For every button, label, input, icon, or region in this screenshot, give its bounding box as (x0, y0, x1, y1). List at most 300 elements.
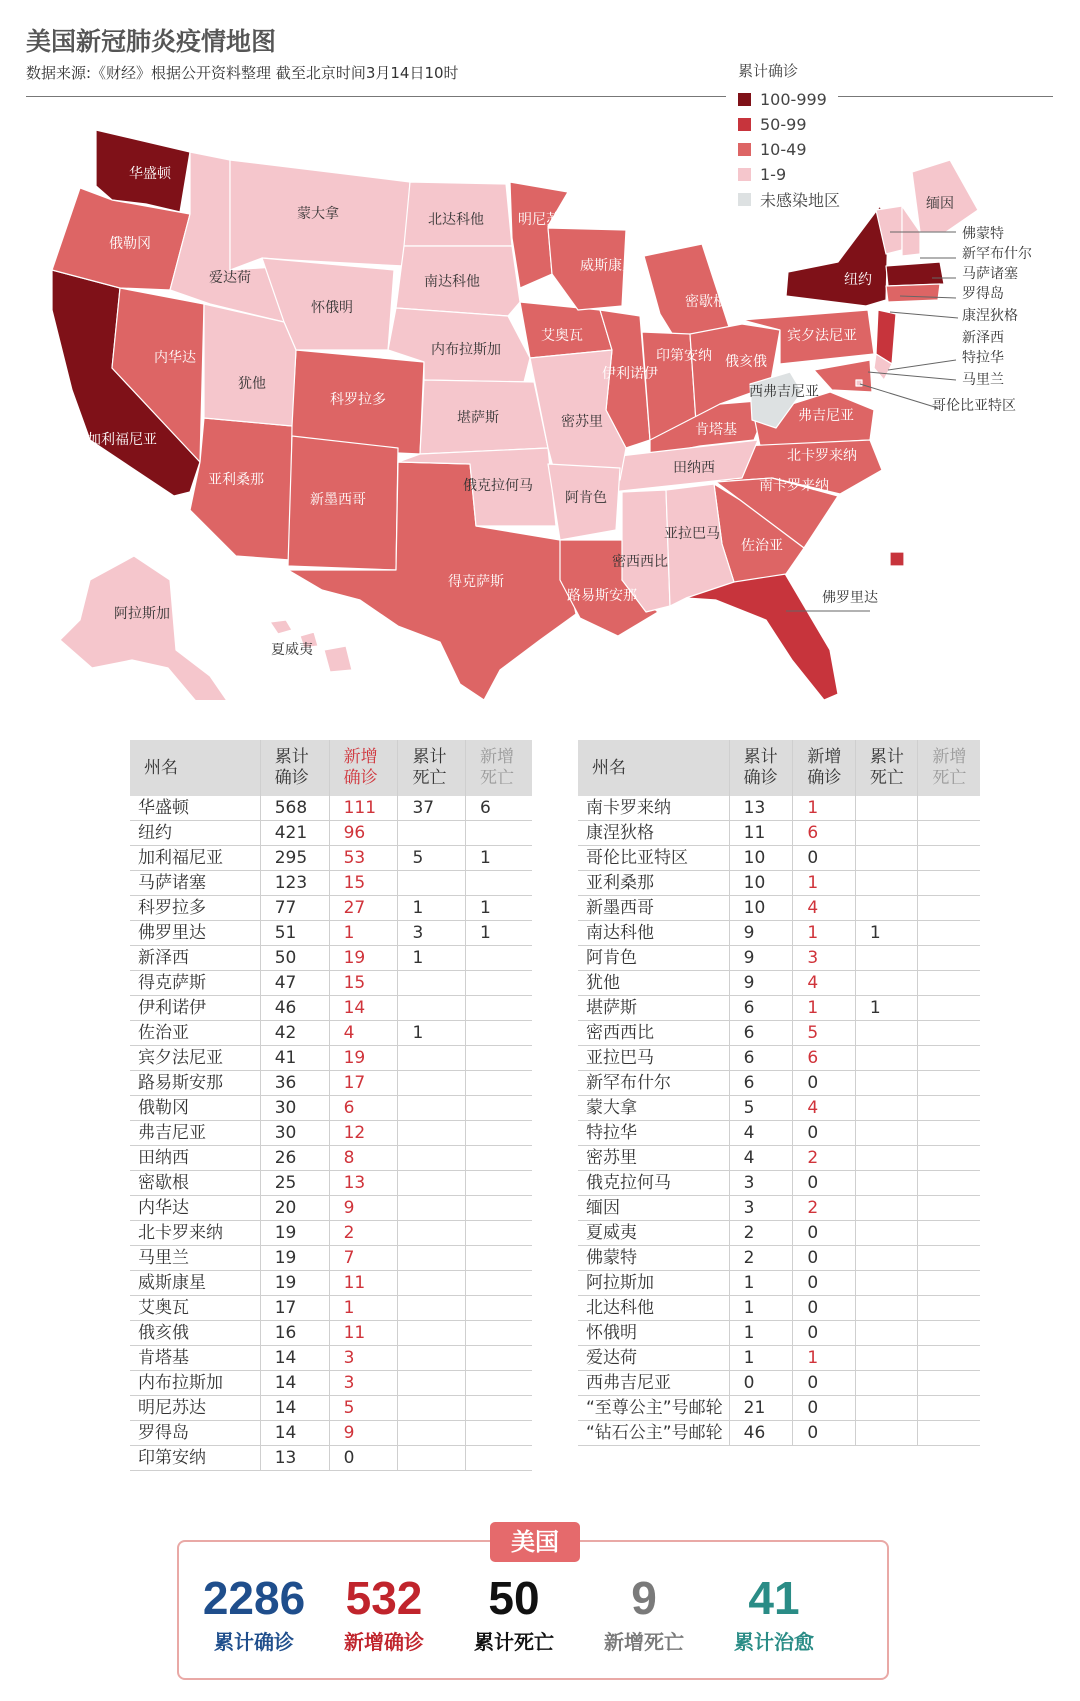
state-name: 路易斯安那 (130, 1071, 260, 1096)
new-deaths-cell (466, 1446, 533, 1471)
new-deaths-cell (918, 1271, 980, 1296)
table-row (130, 1296, 532, 1321)
table-row (578, 946, 980, 971)
label-ut: 犹他 (238, 376, 266, 392)
new-deaths-cell (918, 1071, 980, 1096)
state-name: 纽约 (130, 821, 260, 846)
new-confirmed-cell: 2 (329, 1221, 398, 1246)
table-row (130, 1246, 532, 1271)
table-row (130, 971, 532, 996)
new-confirmed-cell: 3 (793, 946, 856, 971)
new-deaths-cell (918, 921, 980, 946)
new-deaths-cell (918, 846, 980, 871)
new-confirmed-cell: 5 (793, 1021, 856, 1046)
label-wv: 西弗吉尼亚 (749, 384, 819, 400)
new-confirmed-cell: 3 (329, 1371, 398, 1396)
state-name: 罗得岛 (130, 1421, 260, 1446)
new-deaths-cell: 1 (466, 921, 533, 946)
deaths-cell (398, 1121, 466, 1146)
confirmed-cell: 50 (260, 946, 329, 971)
confirmed-cell: 421 (260, 821, 329, 846)
label-ga: 佐治亚 (741, 538, 783, 554)
label-ri: 罗得岛 (962, 286, 1004, 302)
confirmed-cell: 30 (260, 1096, 329, 1121)
new-deaths-cell (918, 871, 980, 896)
legend-label: 100-999 (760, 90, 827, 109)
summary-tag: 美国 (490, 1522, 580, 1562)
state-name: 内布拉斯加 (130, 1371, 260, 1396)
new-confirmed-cell: 0 (793, 1321, 856, 1346)
deaths-cell (398, 996, 466, 1021)
deaths-cell: 1 (398, 1021, 466, 1046)
label-mi: 密歇根 (685, 294, 727, 310)
table-row (130, 1121, 532, 1146)
state-name: 南卡罗来纳 (578, 796, 729, 821)
confirmed-cell: 14 (260, 1346, 329, 1371)
confirmed-cell: 6 (729, 996, 793, 1021)
deaths-cell: 1 (398, 946, 466, 971)
new-deaths-cell (466, 871, 533, 896)
new-confirmed-cell: 12 (329, 1121, 398, 1146)
col-header-new-confirmed: 新增 确诊 (329, 740, 398, 796)
new-confirmed-cell: 1 (793, 796, 856, 821)
label-al: 亚拉巴马 (664, 526, 720, 542)
new-confirmed-cell: 0 (793, 1221, 856, 1246)
state-ma (886, 262, 944, 286)
state-name: 阿肯色 (578, 946, 729, 971)
state-name: 北卡罗来纳 (130, 1221, 260, 1246)
table-row (130, 996, 532, 1021)
label-nv: 内华达 (154, 350, 196, 366)
confirmed-cell: 1 (729, 1296, 793, 1321)
state-name: 印第安纳 (130, 1446, 260, 1471)
deaths-cell (398, 1196, 466, 1221)
confirmed-cell: 26 (260, 1146, 329, 1171)
state-ri (890, 552, 904, 566)
new-confirmed-cell: 4 (329, 1021, 398, 1046)
label-sc: 南卡罗来纳 (759, 478, 829, 494)
table-row (578, 1096, 980, 1121)
table-row (130, 1146, 532, 1171)
page-subtitle: 数据来源:《财经》根据公开资料整理 截至北京时间3月14日10时 (26, 64, 459, 82)
col-header-state: 州名 (578, 740, 729, 796)
deaths-cell: 1 (855, 996, 918, 1021)
new-deaths-cell (918, 796, 980, 821)
confirmed-cell: 6 (729, 1046, 793, 1071)
label-in: 印第安纳 (656, 348, 712, 364)
deaths-cell (855, 1021, 918, 1046)
label-mn: 明尼苏达 (518, 212, 574, 228)
label-il: 伊利诺伊 (602, 366, 658, 382)
new-confirmed-cell: 1 (793, 1346, 856, 1371)
deaths-cell (855, 1296, 918, 1321)
state-name: 阿拉斯加 (578, 1271, 729, 1296)
deaths-cell (398, 821, 466, 846)
table-row (578, 1321, 980, 1346)
cases-table-left (130, 740, 532, 1471)
state-name: 密歇根 (130, 1171, 260, 1196)
state-name: “至尊公主”号邮轮 (578, 1396, 729, 1421)
state-dc (856, 380, 862, 386)
table-row (130, 1221, 532, 1246)
state-name: 艾奥瓦 (130, 1296, 260, 1321)
deaths-cell (398, 1246, 466, 1271)
page-title: 美国新冠肺炎疫情地图 (26, 27, 277, 56)
new-deaths-cell (466, 821, 533, 846)
deaths-cell (855, 1121, 918, 1146)
table-row (578, 996, 980, 1021)
label-ma: 马萨诸塞 (962, 266, 1018, 282)
state-ak (60, 556, 232, 700)
confirmed-cell: 25 (260, 1171, 329, 1196)
summary-stat (704, 1572, 844, 1655)
label-ms: 密西西比 (612, 554, 668, 570)
new-confirmed-cell: 0 (793, 1171, 856, 1196)
label-ak: 阿拉斯加 (114, 606, 170, 622)
table-row (130, 1271, 532, 1296)
deaths-cell (855, 1146, 918, 1171)
summary-stat-label: 新增死亡 (604, 1630, 684, 1654)
state-name: 亚利桑那 (578, 871, 729, 896)
new-deaths-cell: 6 (466, 796, 533, 821)
confirmed-cell: 4 (729, 1121, 793, 1146)
new-deaths-cell (466, 1146, 533, 1171)
new-confirmed-cell: 1 (793, 871, 856, 896)
state-name: 爱达荷 (578, 1346, 729, 1371)
confirmed-cell: 295 (260, 846, 329, 871)
table-row (130, 1346, 532, 1371)
new-confirmed-cell: 96 (329, 821, 398, 846)
confirmed-cell: 10 (729, 896, 793, 921)
table-row (578, 896, 980, 921)
new-deaths-cell (466, 1246, 533, 1271)
confirmed-cell: 41 (260, 1046, 329, 1071)
deaths-cell: 37 (398, 796, 466, 821)
new-deaths-cell (918, 1396, 980, 1421)
table-row (578, 1196, 980, 1221)
new-confirmed-cell: 3 (329, 1346, 398, 1371)
state-name: 内华达 (130, 1196, 260, 1221)
new-deaths-cell (466, 1171, 533, 1196)
new-deaths-cell (918, 1321, 980, 1346)
state-name: 宾夕法尼亚 (130, 1046, 260, 1071)
deaths-cell: 5 (398, 846, 466, 871)
deaths-cell (855, 971, 918, 996)
table-row (130, 846, 532, 871)
table-row (130, 1096, 532, 1121)
table-row (578, 1371, 980, 1396)
state-az (190, 418, 292, 560)
table-row (130, 946, 532, 971)
new-deaths-cell (466, 996, 533, 1021)
state-name: 特拉华 (578, 1121, 729, 1146)
label-va: 弗吉尼亚 (798, 408, 854, 424)
confirmed-cell: 46 (260, 996, 329, 1021)
new-deaths-cell (466, 1121, 533, 1146)
deaths-cell (855, 871, 918, 896)
new-confirmed-cell: 0 (793, 1121, 856, 1146)
new-confirmed-cell: 19 (329, 946, 398, 971)
new-confirmed-cell: 7 (329, 1246, 398, 1271)
new-confirmed-cell: 27 (329, 896, 398, 921)
new-confirmed-cell: 6 (329, 1096, 398, 1121)
new-confirmed-cell: 17 (329, 1071, 398, 1096)
new-deaths-cell (918, 1421, 980, 1446)
state-name: 威斯康星 (130, 1271, 260, 1296)
new-deaths-cell (466, 1421, 533, 1446)
new-confirmed-cell: 1 (793, 921, 856, 946)
confirmed-cell: 3 (729, 1171, 793, 1196)
label-tn: 田纳西 (673, 460, 715, 476)
state-name: 密西西比 (578, 1021, 729, 1046)
label-md: 马里兰 (962, 372, 1004, 388)
deaths-cell (855, 1321, 918, 1346)
state-name: 北达科他 (578, 1296, 729, 1321)
state-hi-1 (270, 620, 292, 634)
table-row (578, 1396, 980, 1421)
table-row (578, 1171, 980, 1196)
new-confirmed-cell: 19 (329, 1046, 398, 1071)
confirmed-cell: 1 (729, 1271, 793, 1296)
state-hi-3 (324, 646, 352, 672)
state-name: 缅因 (578, 1196, 729, 1221)
new-confirmed-cell: 0 (793, 846, 856, 871)
label-az: 亚利桑那 (208, 472, 264, 488)
new-confirmed-cell: 1 (329, 1296, 398, 1321)
table-row (578, 1221, 980, 1246)
new-confirmed-cell: 9 (329, 1421, 398, 1446)
confirmed-cell: 2 (729, 1246, 793, 1271)
deaths-cell (855, 896, 918, 921)
new-confirmed-cell: 8 (329, 1146, 398, 1171)
deaths-cell (398, 1421, 466, 1446)
new-deaths-cell (466, 1271, 533, 1296)
table-row (130, 921, 532, 946)
label-de: 特拉华 (962, 350, 1004, 366)
table-row (130, 1046, 532, 1071)
deaths-cell (855, 1071, 918, 1096)
state-ny (786, 206, 888, 306)
deaths-cell (855, 1221, 918, 1246)
table-row (578, 971, 980, 996)
label-ct: 康涅狄格 (962, 308, 1018, 324)
new-deaths-cell (466, 1021, 533, 1046)
label-mt: 蒙大拿 (297, 206, 339, 222)
confirmed-cell: 1 (729, 1321, 793, 1346)
new-confirmed-cell: 0 (793, 1246, 856, 1271)
confirmed-cell: 51 (260, 921, 329, 946)
deaths-cell (398, 1096, 466, 1121)
new-confirmed-cell: 1 (329, 921, 398, 946)
deaths-cell (855, 1371, 918, 1396)
new-confirmed-cell: 0 (793, 1396, 856, 1421)
state-name: 加利福尼亚 (130, 846, 260, 871)
new-confirmed-cell: 11 (329, 1271, 398, 1296)
new-deaths-cell (918, 996, 980, 1021)
new-confirmed-cell: 4 (793, 896, 856, 921)
summary-stat-value: 532 (345, 1572, 423, 1624)
new-confirmed-cell: 0 (329, 1446, 398, 1471)
state-name: 南达科他 (578, 921, 729, 946)
confirmed-cell: 9 (729, 921, 793, 946)
confirmed-cell: 13 (260, 1446, 329, 1471)
summary-stat-value: 41 (748, 1572, 800, 1624)
confirmed-cell: 14 (260, 1371, 329, 1396)
deaths-cell (398, 1071, 466, 1096)
new-confirmed-cell: 11 (329, 1321, 398, 1346)
new-deaths-cell (466, 1346, 533, 1371)
new-deaths-cell (466, 1371, 533, 1396)
legend-title: 累计确诊 (738, 62, 799, 80)
label-ks: 堪萨斯 (457, 410, 499, 426)
state-name: 科罗拉多 (130, 896, 260, 921)
label-id: 爱达荷 (209, 270, 251, 286)
new-deaths-cell (918, 1246, 980, 1271)
state-mi (644, 244, 730, 340)
deaths-cell (855, 1096, 918, 1121)
confirmed-cell: 9 (729, 971, 793, 996)
table-row (130, 1071, 532, 1096)
table-row (578, 1296, 980, 1321)
table-row (578, 1021, 980, 1046)
state-name: 俄克拉何马 (578, 1171, 729, 1196)
state-name: 密苏里 (578, 1146, 729, 1171)
state-name: 蒙大拿 (578, 1096, 729, 1121)
new-confirmed-cell: 14 (329, 996, 398, 1021)
deaths-cell (398, 1271, 466, 1296)
state-name: 怀俄明 (578, 1321, 729, 1346)
state-name: 佛罗里达 (130, 921, 260, 946)
confirmed-cell: 9 (729, 946, 793, 971)
summary-stat-value: 9 (631, 1572, 657, 1624)
state-name: 康涅狄格 (578, 821, 729, 846)
state-ct (886, 284, 940, 302)
new-confirmed-cell: 4 (793, 971, 856, 996)
deaths-cell (398, 871, 466, 896)
label-nm: 新墨西哥 (310, 492, 366, 508)
state-name: 亚拉巴马 (578, 1046, 729, 1071)
new-confirmed-cell: 5 (329, 1396, 398, 1421)
deaths-cell (855, 1271, 918, 1296)
state-name: 堪萨斯 (578, 996, 729, 1021)
label-nj: 新泽西 (962, 330, 1004, 346)
deaths-cell (855, 1196, 918, 1221)
label-wy: 怀俄明 (311, 300, 353, 316)
state-name: “钻石公主”号邮轮 (578, 1421, 729, 1446)
summary-stat-label: 累计确诊 (214, 1630, 294, 1654)
label-ne: 内布拉斯加 (431, 342, 501, 358)
divider (26, 96, 726, 97)
deaths-cell: 3 (398, 921, 466, 946)
confirmed-cell: 3 (729, 1196, 793, 1221)
new-deaths-cell (466, 946, 533, 971)
deaths-cell (855, 946, 918, 971)
deaths-cell (855, 1396, 918, 1421)
deaths-cell (398, 1346, 466, 1371)
deaths-cell (855, 1346, 918, 1371)
state-name: 哥伦比亚特区 (578, 846, 729, 871)
label-sd: 南达科他 (424, 274, 480, 290)
state-name: 田纳西 (130, 1146, 260, 1171)
table-row (130, 896, 532, 921)
new-confirmed-cell: 0 (793, 1296, 856, 1321)
deaths-cell (398, 1296, 466, 1321)
table-row (130, 1446, 532, 1471)
deaths-cell (398, 1171, 466, 1196)
new-confirmed-cell: 0 (793, 1371, 856, 1396)
summary-stat (574, 1572, 714, 1655)
summary-stat-value: 50 (488, 1572, 540, 1624)
deaths-cell (398, 1221, 466, 1246)
state-name: 西弗吉尼亚 (578, 1371, 729, 1396)
deaths-cell: 1 (398, 896, 466, 921)
state-name: 弗吉尼亚 (130, 1121, 260, 1146)
table-row (130, 1396, 532, 1421)
state-name: 新罕布什尔 (578, 1071, 729, 1096)
new-deaths-cell: 1 (466, 846, 533, 871)
new-deaths-cell (918, 971, 980, 996)
confirmed-cell: 19 (260, 1271, 329, 1296)
label-dc: 哥伦比亚特区 (932, 398, 1016, 414)
new-deaths-cell (918, 1121, 980, 1146)
legend-label: 10-49 (760, 140, 807, 159)
confirmed-cell: 13 (729, 796, 793, 821)
label-wi: 威斯康星 (580, 258, 636, 274)
table-row (578, 1071, 980, 1096)
new-deaths-cell (918, 821, 980, 846)
new-confirmed-cell: 0 (793, 1071, 856, 1096)
table-row (130, 1321, 532, 1346)
cases-table-right (578, 740, 980, 1446)
label-ar: 阿肯色 (565, 490, 607, 506)
us-map (0, 100, 1080, 700)
new-deaths-cell (466, 1046, 533, 1071)
table-row (578, 1146, 980, 1171)
label-ok: 俄克拉何马 (463, 478, 533, 494)
label-or: 俄勒冈 (109, 236, 151, 252)
state-name: 新墨西哥 (578, 896, 729, 921)
deaths-cell (398, 1371, 466, 1396)
new-deaths-cell (466, 1396, 533, 1421)
state-name: 马里兰 (130, 1246, 260, 1271)
state-name: 俄勒冈 (130, 1096, 260, 1121)
deaths-cell (398, 1046, 466, 1071)
table-row (578, 921, 980, 946)
confirmed-cell: 5 (729, 1096, 793, 1121)
new-confirmed-cell: 6 (793, 1046, 856, 1071)
table-row (578, 1121, 980, 1146)
label-hi: 夏威夷 (271, 642, 313, 658)
deaths-cell (398, 971, 466, 996)
new-confirmed-cell: 6 (793, 821, 856, 846)
table-row (130, 821, 532, 846)
table-row (578, 1421, 980, 1446)
state-name: 明尼苏达 (130, 1396, 260, 1421)
label-tx: 得克萨斯 (448, 574, 504, 590)
label-nh: 新罕布什尔 (962, 246, 1032, 262)
summary-stat-label: 累计死亡 (474, 1630, 554, 1654)
label-co: 科罗拉多 (330, 392, 386, 408)
summary-stat (314, 1572, 454, 1655)
new-confirmed-cell: 15 (329, 971, 398, 996)
legend-label: 未感染地区 (760, 191, 841, 210)
confirmed-cell: 10 (729, 871, 793, 896)
confirmed-cell: 77 (260, 896, 329, 921)
table-row (578, 1046, 980, 1071)
new-confirmed-cell: 1 (793, 996, 856, 1021)
new-deaths-cell: 1 (466, 896, 533, 921)
confirmed-cell: 10 (729, 846, 793, 871)
